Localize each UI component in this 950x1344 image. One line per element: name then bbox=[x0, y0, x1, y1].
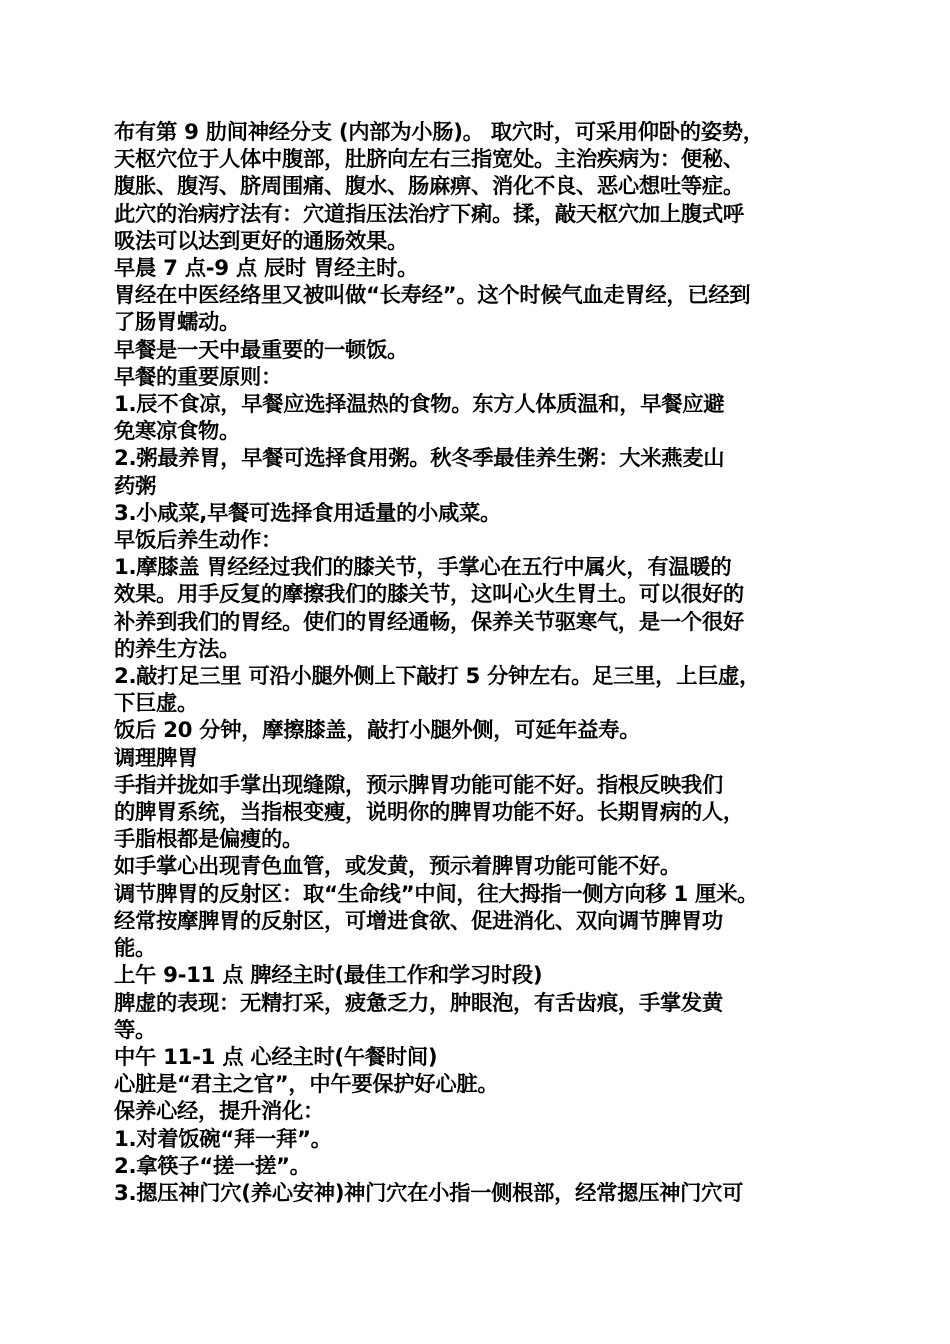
document-body bbox=[114, 119, 838, 1207]
list-item-line: 补养到我们的胃经。使们的胃经通畅，保养关节驱寒气，是一个很好 bbox=[114, 609, 744, 635]
text-line: 饭后 20 分钟，摩擦膝盖，敲打小腿外侧，可延年益寿。 bbox=[114, 718, 641, 744]
list-item-line: 的养生方法。 bbox=[114, 636, 240, 662]
list-item-line: 2.拿筷子“搓一搓”。 bbox=[114, 1153, 311, 1179]
list-item-line: 3.摁压神门穴(养心安神)神门穴在小指一侧根部，经常摁压神门穴可 bbox=[114, 1180, 744, 1206]
text-line: 早饭后养生动作： bbox=[114, 528, 282, 554]
text-line: 腹胀、腹泻、脐周围痛、腹水、肠麻痹、消化不良、恶心想吐等症。 bbox=[114, 174, 744, 200]
list-item-line: 3.小咸菜,早餐可选择食用适量的小咸菜。 bbox=[114, 500, 502, 526]
text-line: 手脂根都是偏瘦的。 bbox=[114, 827, 303, 853]
text-line: 经常按摩脾胃的反射区，可增进食欲、促进消化、双向调节脾胃功 bbox=[114, 908, 723, 934]
section-heading: 调理脾胃 bbox=[114, 745, 198, 771]
text-line: 天枢穴位于人体中腹部，肚脐向左右三指宽处。主治疾病为：便秘、 bbox=[114, 147, 744, 173]
list-item-line: 下巨虚。 bbox=[114, 691, 198, 717]
text-line: 调节脾胃的反射区：取“生命线”中间，往大拇指一侧方向移 1 厘米。 bbox=[114, 881, 759, 907]
text-line: 的脾胃系统，当指根变瘦，说明你的脾胃功能不好。长期胃病的人， bbox=[114, 800, 744, 826]
list-item-line: 1.对着饭碗“拜一拜”。 bbox=[114, 1126, 332, 1152]
text-line: 保养心经，提升消化： bbox=[114, 1099, 324, 1125]
text-line: 早餐是一天中最重要的一顿饭。 bbox=[114, 337, 408, 363]
text-line: 胃经在中医经络里又被叫做“长寿经”。这个时候气血走胃经，已经到 bbox=[114, 283, 751, 309]
text-line: 能。 bbox=[114, 936, 156, 962]
text-line: 此穴的治病疗法有：穴道指压法治疗下痢。揉，敲天枢穴加上腹式呼 bbox=[114, 201, 744, 227]
text-line: 布有第 9 肋间神经分支 (内部为小肠)。 取穴时，可采用仰卧的姿势， bbox=[114, 120, 764, 145]
text-line: 早餐的重要原则： bbox=[114, 364, 282, 390]
list-item-line: 1.辰不食凉，早餐应选择温热的食物。东方人体质温和，早餐应避 bbox=[114, 392, 725, 418]
text-line: 心脏是“君主之官”，中午要保护好心脏。 bbox=[114, 1072, 499, 1098]
text-line: 了肠胃蠕动。 bbox=[114, 310, 240, 336]
text-line: 手指并拢如手掌出现缝隙，预示脾胃功能可能不好。指根反映我们 bbox=[114, 772, 723, 798]
list-item-line: 药粥 bbox=[114, 473, 156, 499]
text-line: 等。 bbox=[114, 1017, 156, 1043]
list-item-line: 2.敲打足三里 可沿小腿外侧上下敲打 5 分钟左右。足三里，上巨虚， bbox=[114, 664, 761, 690]
text-line: 脾虚的表现：无精打采，疲惫乏力，肿眼泡，有舌齿痕，手掌发黄 bbox=[114, 990, 723, 1016]
text-line: 吸法可以达到更好的通肠效果。 bbox=[114, 228, 408, 254]
section-heading: 上午 9-11 点 脾经主时(最佳工作和学习时段) bbox=[114, 963, 543, 989]
text-line: 如手掌心出现青色血管，或发黄，预示着脾胃功能可能不好。 bbox=[114, 854, 681, 880]
section-heading: 早晨 7 点-9 点 辰时 胃经主时。 bbox=[114, 256, 419, 282]
list-item-line: 效果。用手反复的摩擦我们的膝关节，这叫心火生胃土。可以很好的 bbox=[114, 582, 744, 608]
list-item-line: 免寒凉食物。 bbox=[114, 419, 240, 445]
list-item-line: 1.摩膝盖 胃经经过我们的膝关节，手掌心在五行中属火，有温暖的 bbox=[114, 555, 732, 581]
section-heading: 中午 11-1 点 心经主时(午餐时间) bbox=[114, 1044, 438, 1070]
list-item-line: 2.粥最养胃，早餐可选择食用粥。秋冬季最佳养生粥：大米燕麦山 bbox=[114, 446, 725, 472]
